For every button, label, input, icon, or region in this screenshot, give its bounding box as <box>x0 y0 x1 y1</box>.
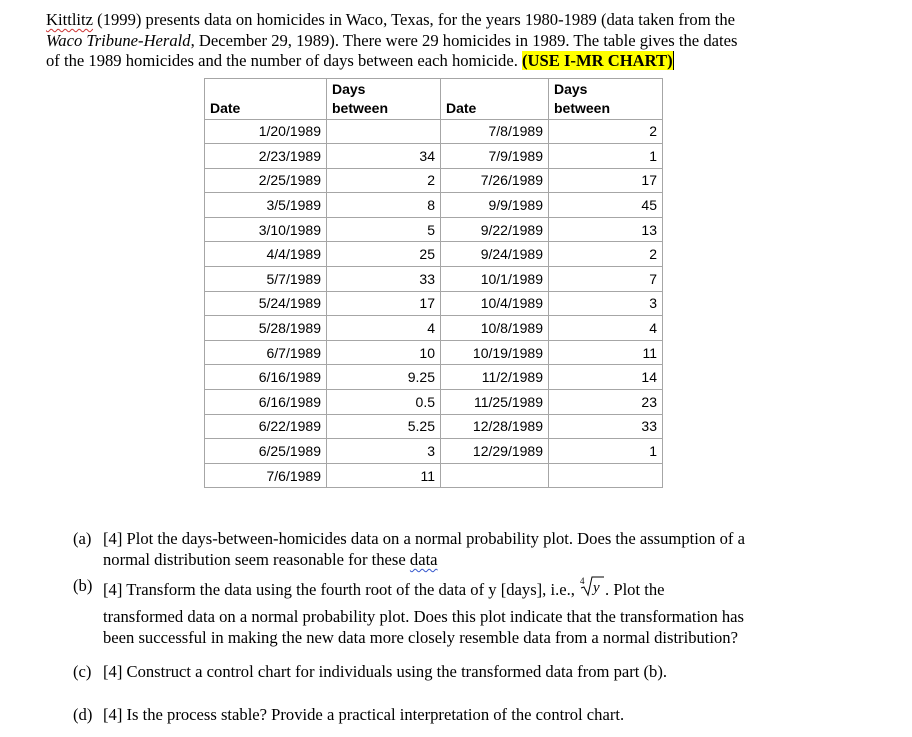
newspaper-name: Waco Tribune-Herald <box>46 30 191 50</box>
table-row <box>205 119 663 144</box>
question-c-text: [4] Construct a control chart for individuals using the transformed data from part (b). <box>103 662 668 681</box>
question-a-label: (a) <box>73 529 92 548</box>
chart-instruction-highlight: (USE I-MR CHART) <box>522 51 673 70</box>
question-a-line-2-text: normal distribution seem reasonable for these <box>103 550 410 569</box>
days-between-cell: 17 <box>327 291 441 316</box>
table-header-row-1 <box>205 79 663 100</box>
table-row <box>205 242 663 267</box>
date-cell: 7/26/1989 <box>441 168 549 193</box>
days-between-cell: 0.5 <box>327 390 441 415</box>
date-cell: 5/24/1989 <box>205 291 327 316</box>
intro-line-1 <box>46 10 876 31</box>
date-cell: 2/23/1989 <box>205 144 327 169</box>
days-between-cell: 25 <box>327 242 441 267</box>
days-between-cell: 2 <box>549 119 663 144</box>
question-d-text: [4] Is the process stable? Provide a practical interpretation of the control chart. <box>103 705 625 724</box>
date-cell: 12/28/1989 <box>441 414 549 439</box>
days-between-cell: 3 <box>327 439 441 464</box>
table-row <box>205 439 663 464</box>
days-between-cell: 2 <box>327 168 441 193</box>
date-cell: 10/19/1989 <box>441 340 549 365</box>
table-row <box>205 291 663 316</box>
header-blank-2 <box>441 79 549 100</box>
days-between-cell: 4 <box>549 316 663 341</box>
days-between-cell: 3 <box>549 291 663 316</box>
days-between-cell: 8 <box>327 193 441 218</box>
days-between-cell: 34 <box>327 144 441 169</box>
table-row <box>205 414 663 439</box>
days-between-cell <box>327 119 441 144</box>
date-cell: 9/9/1989 <box>441 193 549 218</box>
days-between-cell: 11 <box>327 463 441 488</box>
table-row <box>205 390 663 415</box>
date-cell: 3/5/1989 <box>205 193 327 218</box>
intro-line-2-text: , December 29, 1989). There were 29 homicides in 1989. The table gives the dates <box>190 30 738 50</box>
fourth-root-symbol <box>579 575 605 602</box>
root-variable: y <box>593 580 600 596</box>
question-b-line-2: transformed data on a normal probability plot. Does this plot indicate that the transformation has <box>103 607 745 626</box>
date-cell: 7/8/1989 <box>441 119 549 144</box>
intro-line-3-text: of the 1989 homicides and the number of days between each homicide. <box>46 51 523 70</box>
table-row <box>205 316 663 341</box>
days-between-cell <box>549 463 663 488</box>
header-date-1: Date <box>205 100 327 120</box>
date-cell: 1/20/1989 <box>205 119 327 144</box>
header-blank <box>205 79 327 100</box>
date-cell <box>441 463 549 488</box>
header-days-1: Days <box>327 79 441 100</box>
days-between-cell: 10 <box>327 340 441 365</box>
header-between-1: between <box>327 100 441 120</box>
days-between-cell: 1 <box>549 439 663 464</box>
date-cell: 6/7/1989 <box>205 340 327 365</box>
intro-line-1-text: (1999) presents data on homicides in Waco, Texas, for the years 1980-1989 (data taken from the <box>93 10 736 29</box>
question-d-label: (d) <box>73 705 93 724</box>
date-cell: 6/22/1989 <box>205 414 327 439</box>
table-row <box>205 217 663 242</box>
homicide-data-table <box>204 78 663 488</box>
header-days-2: Days <box>549 79 663 100</box>
date-cell: 3/10/1989 <box>205 217 327 242</box>
days-between-cell: 5 <box>327 217 441 242</box>
table-row <box>205 340 663 365</box>
date-cell: 7/9/1989 <box>441 144 549 169</box>
date-cell: 4/4/1989 <box>205 242 327 267</box>
date-cell: 7/6/1989 <box>205 463 327 488</box>
author-name: Kittlitz <box>46 10 94 29</box>
days-between-cell: 17 <box>549 168 663 193</box>
days-between-cell: 14 <box>549 365 663 390</box>
date-cell: 5/7/1989 <box>205 267 327 292</box>
date-cell: 6/25/1989 <box>205 439 327 464</box>
table-row <box>205 168 663 193</box>
date-cell: 9/24/1989 <box>441 242 549 267</box>
table-row <box>205 365 663 390</box>
date-cell: 2/25/1989 <box>205 168 327 193</box>
question-a-text <box>103 528 833 570</box>
days-between-cell: 5.25 <box>327 414 441 439</box>
date-cell: 10/8/1989 <box>441 316 549 341</box>
intro-line-2 <box>46 31 876 52</box>
days-between-cell: 1 <box>549 144 663 169</box>
table-body <box>205 119 663 488</box>
days-between-cell: 11 <box>549 340 663 365</box>
header-between-2: between <box>549 100 663 120</box>
question-a-line-1: [4] Plot the days-between-homicides data on a normal probability plot. Does the assumption of a <box>103 529 745 548</box>
days-between-cell: 7 <box>549 267 663 292</box>
root-index: 4 <box>580 576 585 586</box>
days-between-cell: 4 <box>327 316 441 341</box>
date-cell: 6/16/1989 <box>205 365 327 390</box>
date-cell: 10/4/1989 <box>441 291 549 316</box>
days-between-cell: 9.25 <box>327 365 441 390</box>
date-cell: 11/2/1989 <box>441 365 549 390</box>
header-date-2: Date <box>441 100 549 120</box>
days-between-cell: 45 <box>549 193 663 218</box>
table-row <box>205 463 663 488</box>
days-between-cell: 33 <box>327 267 441 292</box>
days-between-cell: 2 <box>549 242 663 267</box>
question-b-text <box>103 575 833 648</box>
question-b-line-1-text: [4] Transform the data using the fourth root of the data of y [days], i.e., <box>103 580 580 599</box>
question-c-label: (c) <box>73 662 92 681</box>
date-cell: 11/25/1989 <box>441 390 549 415</box>
question-b-label: (b) <box>73 576 93 595</box>
date-cell: 9/22/1989 <box>441 217 549 242</box>
table-row <box>205 193 663 218</box>
question-b-line-3: been successful in making the new data more closely resemble data from a normal distribution? <box>103 628 738 647</box>
date-cell: 12/29/1989 <box>441 439 549 464</box>
intro-line-3 <box>46 51 876 72</box>
table-header-row-2 <box>205 100 663 120</box>
days-between-cell: 13 <box>549 217 663 242</box>
data-word: data <box>409 550 438 569</box>
intro-paragraph <box>46 10 876 72</box>
date-cell: 10/1/1989 <box>441 267 549 292</box>
date-cell: 6/16/1989 <box>205 390 327 415</box>
date-cell: 5/28/1989 <box>205 316 327 341</box>
days-between-cell: 33 <box>549 414 663 439</box>
table-row <box>205 144 663 169</box>
question-b-line-1-end: . Plot the <box>605 580 665 599</box>
question-b-line-1 <box>103 575 833 602</box>
days-between-cell: 23 <box>549 390 663 415</box>
table-row <box>205 267 663 292</box>
question-a-line-2 <box>103 549 833 570</box>
